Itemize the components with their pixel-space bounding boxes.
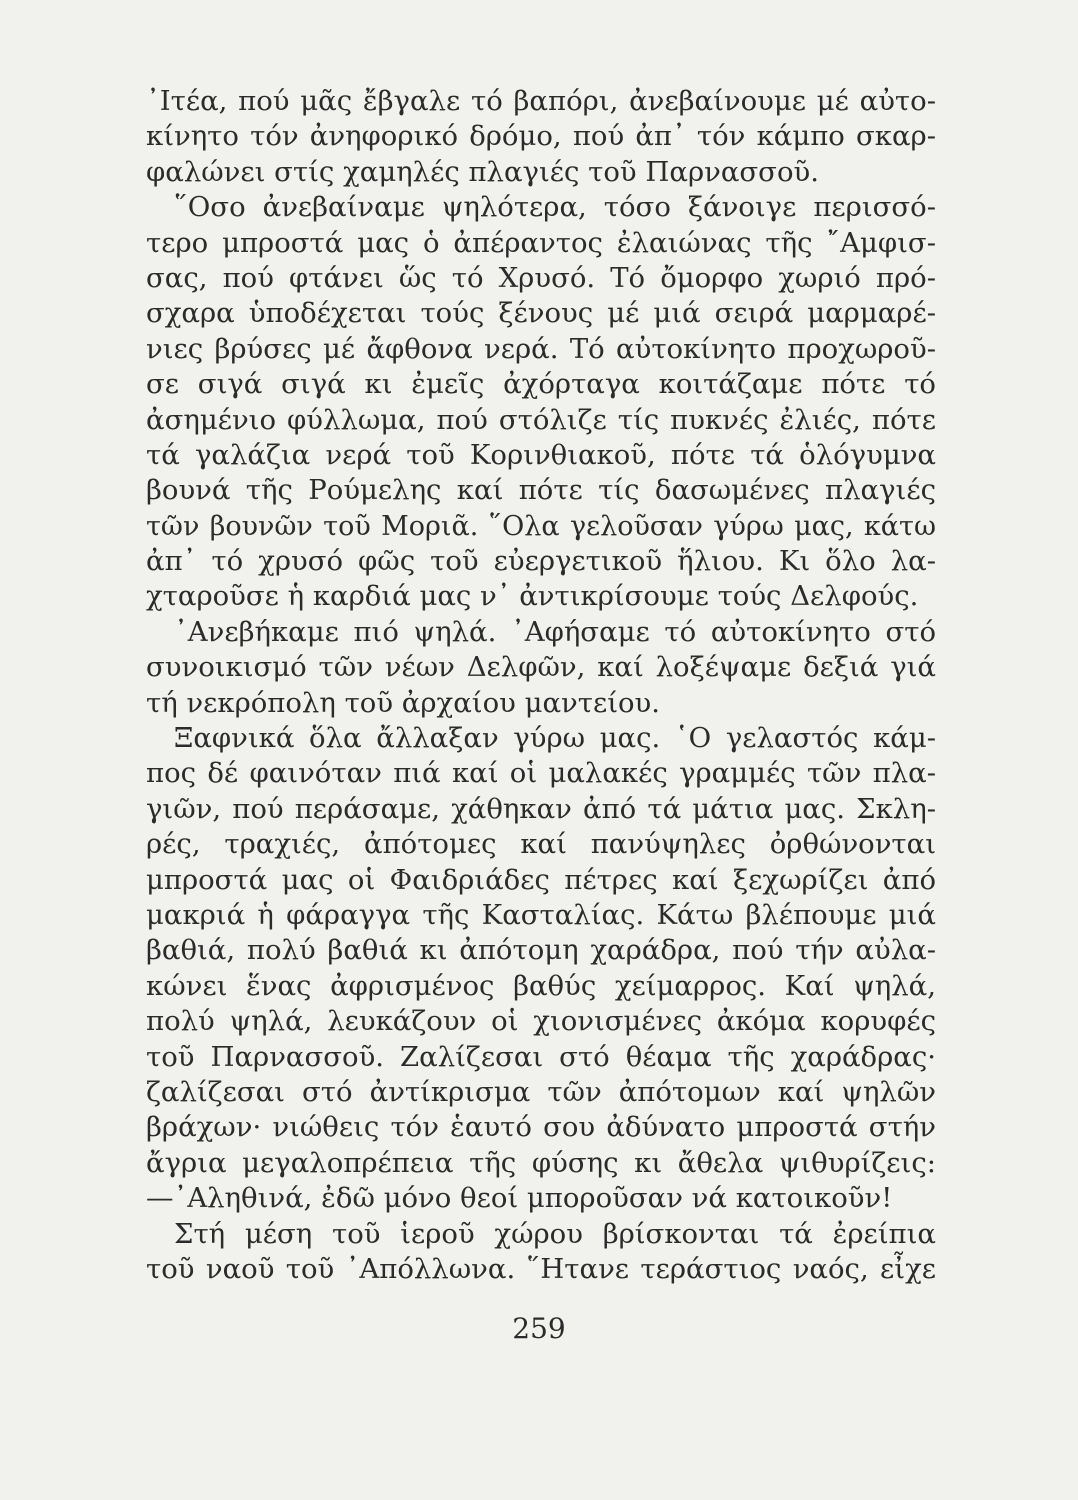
text-line: γιῶν, πού περάσαμε, χάθηκαν ἀπό τά μάτια μας. Σκλη- [146,792,936,825]
text-line: βουνά τῆς Ρούμελης καί πότε τίς δασωμένες πλαγιές [146,474,936,507]
text-line: βαθιά, πολύ βαθιά κι ἀπότομη χαράδρα, πού τήν αὐλα- [146,934,936,967]
text-line: ᾿Ανεβήκαμε πιό ψηλά. ᾿Αφήσαμε τό αὐτοκίνητο στό [174,615,936,648]
text-line: πος δέ φαινόταν πιά καί οἱ μαλακές γραμμές τῶν πλα- [146,757,936,790]
text-line: ᾿Ιτέα, πού μᾶς ἔβγαλε τό βαπόρι, ἀνεβαίνουμε μέ αὐτο- [146,85,936,117]
text-line: Στή μέση τοῦ ἱεροῦ χώρου βρίσκονται τά ἐρείπια [174,1217,936,1250]
text-line: —᾿Αληθινά, ἐδῶ μόνο θεοί μποροῦσαν νά κατοικοῦν! [146,1182,893,1215]
text-line: τερο μπροστά μας ὁ ἀπέραντος ἐλαιώνας τῆς ῎Αμφισ- [146,226,936,259]
page-number: 259 [512,1312,566,1345]
text-line: ζαλίζεσαι στό ἀντίκρισμα τῶν ἀπότομων καί ψηλῶν [146,1075,936,1108]
text-line: τοῦ ναοῦ τοῦ ᾿Απόλλωνα. ῞Ητανε τεράστιος ναός, εἶχε [146,1252,936,1285]
text-line: μακριά ἡ φάραγγα τῆς Κασταλίας. Κάτω βλέπουμε μιά [146,898,936,931]
text-line: νιες βρύσες μέ ἄφθονα νερά. Τό αὐτοκίνητο προχωροῦ- [146,332,936,365]
text-line: ἀσημένιο φύλλωμα, πού στόλιζε τίς πυκνές ἐλιές, πότε [146,403,936,436]
text-line: φαλώνει στίς χαμηλές πλαγιές τοῦ Παρνασσοῦ. [146,155,819,188]
text-line: χταροῦσε ἡ καρδιά μας ν᾿ ἀντικρίσουμε τούς Δελφούς. [146,580,919,613]
text-line: τά γαλάζια νερά τοῦ Κορινθιακοῦ, πότε τά ὁλόγυμνα [146,438,936,471]
text-line: τῶν βουνῶν τοῦ Μοριᾶ. ῞Ολα γελοῦσαν γύρω μας, κάτω [146,510,936,542]
text-line: σε σιγά σιγά κι ἐμεῖς ἀχόρταγα κοιτάζαμε πότε τό [146,368,936,401]
text-line: συνοικισμό τῶν νέων Δελφῶν, καί λοξέψαμε δεξιά γιά [146,651,936,684]
text-line: κίνητο τόν ἀνηφορικό δρόμο, πού ἀπ᾿ τόν κάμπο σκαρ- [146,120,936,153]
body-text [146,84,936,1287]
text-line: Ξαφνικά ὅλα ἄλλαξαν γύρω μας. ῾Ο γελαστός κάμ- [174,722,936,755]
text-line: τή νεκρόπολη τοῦ ἀρχαίου μαντείου. [146,686,661,719]
text-line: σας, πού φτάνει ὥς τό Χρυσό. Τό ὄμορφο χωριό πρό- [146,261,936,294]
text-line: ῞Οσο ἀνεβαίναμε ψηλότερα, τόσο ξάνοιγε περισσό- [174,191,936,224]
text-line: ρές, τραχιές, ἀπότομες καί πανύψηλες ὀρθώνονται [146,828,936,861]
text-line: ἀπ᾿ τό χρυσό φῶς τοῦ εὐεργετικοῦ ἥλιου. Κι ὅλο λα- [146,545,936,578]
text-line: τοῦ Παρνασσοῦ. Ζαλίζεσαι στό θέαμα τῆς χαράδρας· [146,1040,936,1073]
text-line: βράχων· νιώθεις τόν ἑαυτό σου ἀδύνατο μπροστά στήν [146,1111,936,1144]
text-line: ἄγρια μεγαλοπρέπεια τῆς φύσης κι ἄθελα ψιθυρίζεις: [146,1146,936,1179]
text-line: πολύ ψηλά, λευκάζουν οἱ χιονισμένες ἀκόμα κορυφές [146,1005,936,1038]
text-line: μπροστά μας οἱ Φαιδριάδες πέτρες καί ξεχωρίζει ἀπό [146,863,936,896]
text-line: κώνει ἕνας ἀφρισμένος βαθύς χείμαρρος. Καί ψηλά, [146,969,936,1002]
text-line: σχαρα ὑποδέχεται τούς ξένους μέ μιά σειρά μαρμαρέ- [146,297,936,330]
